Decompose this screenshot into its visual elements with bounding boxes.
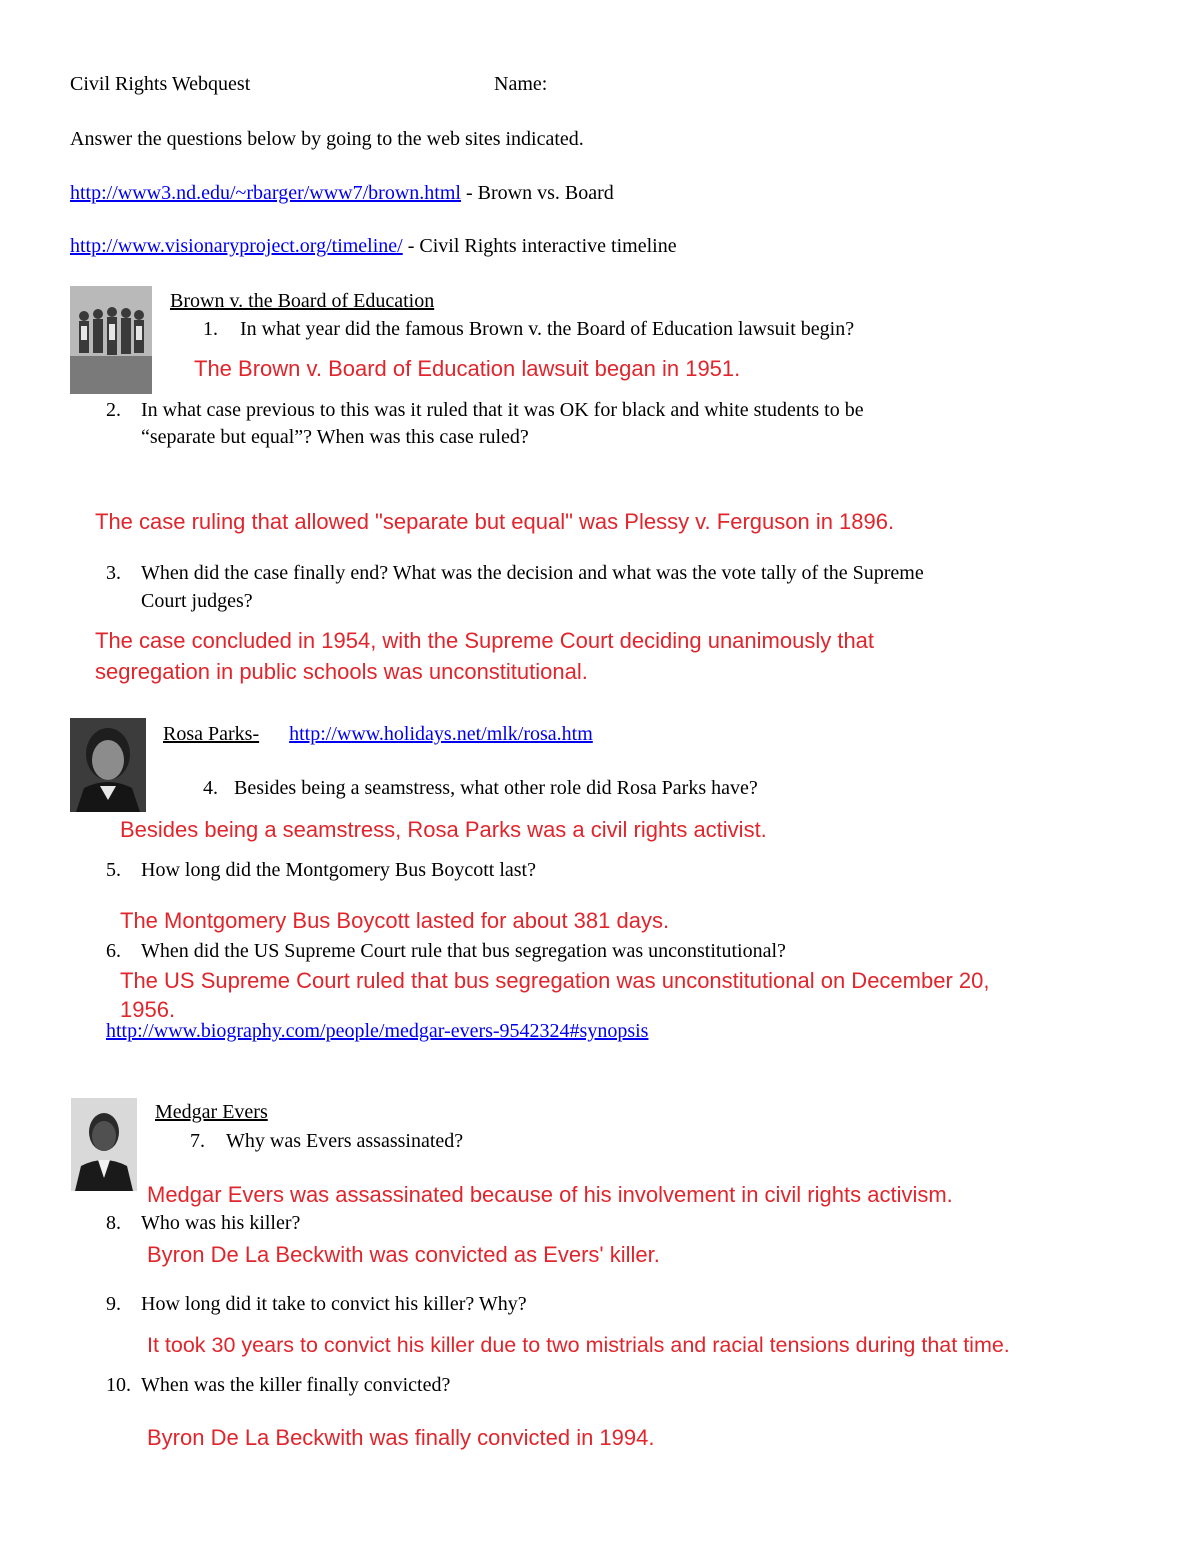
q7-number: 7. <box>190 1130 205 1152</box>
answer-2: The case ruling that allowed "separate but equal" was Plessy v. Ferguson in 1896. <box>95 509 895 534</box>
evers-heading: Medgar Evers <box>155 1101 268 1123</box>
worksheet-title: Civil Rights Webquest <box>70 73 251 95</box>
q6-number: 6. <box>106 940 121 962</box>
rosa-parks-photo <box>70 718 146 812</box>
answer-6-line1: The US Supreme Court ruled that bus segregation was unconstitutional on December 20, <box>120 968 990 993</box>
answer-4: Besides being a seamstress, Rosa Parks was a civil rights activist. <box>120 817 767 842</box>
name-label: Name: <box>494 73 548 95</box>
rosa-section-header <box>163 723 593 746</box>
q1-number: 1. <box>203 318 218 340</box>
q3-text-line2: Court judges? <box>141 590 253 612</box>
answer-9: It took 30 years to convict his killer due to two mistrials and racial tensions during that time. <box>147 1333 1010 1357</box>
q3-number: 3. <box>106 562 121 584</box>
q2-text-line1: In what case previous to this was it ruled that it was OK for black and white students to be <box>141 399 864 421</box>
q2-text-line2: “separate but equal”? When was this case ruled? <box>141 426 529 448</box>
timeline-link-desc: - Civil Rights interactive timeline <box>402 235 677 257</box>
q8-text: Who was his killer? <box>141 1212 301 1234</box>
q10-text: When was the killer finally convicted? <box>141 1374 451 1396</box>
q1-text: In what year did the famous Brown v. the Board of Education lawsuit begin? <box>240 318 855 340</box>
answer-3-line2: segregation in public schools was unconstitutional. <box>95 659 588 684</box>
evers-link[interactable]: http://www.biography.com/people/medgar-evers-9542324#synopsis <box>106 1020 649 1042</box>
medgar-evers-photo <box>71 1098 137 1191</box>
brown-heading: Brown v. the Board of Education <box>170 290 435 312</box>
q8-number: 8. <box>106 1212 121 1234</box>
q5-number: 5. <box>106 859 121 881</box>
answer-3-line1: The case concluded in 1954, with the Supreme Court deciding unanimously that <box>95 628 875 653</box>
q4-number: 4. <box>203 777 218 799</box>
rosa-heading: Rosa Parks- <box>163 723 260 745</box>
q2-number: 2. <box>106 399 121 421</box>
q3-text-line1: When did the case finally end? What was the decision and what was the vote tally of the Supreme <box>141 562 924 584</box>
resource-brown <box>70 182 614 205</box>
instructions: Answer the questions below by going to the web sites indicated. <box>70 128 584 150</box>
q9-text: How long did it take to convict his killer? Why? <box>141 1293 527 1315</box>
answer-5: The Montgomery Bus Boycott lasted for about 381 days. <box>120 908 670 933</box>
answer-1: The Brown v. Board of Education lawsuit began in 1951. <box>194 356 741 381</box>
q5-text: How long did the Montgomery Bus Boycott last? <box>141 859 536 881</box>
answer-10: Byron De La Beckwith was finally convicted in 1994. <box>147 1425 655 1450</box>
brown-students-photo <box>70 286 152 394</box>
evers-link-line <box>106 1020 648 1043</box>
q4-text: Besides being a seamstress, what other role did Rosa Parks have? <box>234 777 758 799</box>
answer-8: Byron De La Beckwith was convicted as Evers' killer. <box>147 1242 660 1267</box>
q9-number: 9. <box>106 1293 121 1315</box>
resource-timeline <box>70 235 677 258</box>
brown-link[interactable]: http://www3.nd.edu/~rbarger/www7/brown.html <box>70 182 461 204</box>
rosa-link[interactable]: http://www.holidays.net/mlk/rosa.htm <box>289 723 593 745</box>
q6-text: When did the US Supreme Court rule that bus segregation was unconstitutional? <box>141 940 786 962</box>
answer-7: Medgar Evers was assassinated because of his involvement in civil rights activism. <box>147 1182 953 1207</box>
brown-link-desc: - Brown vs. Board <box>460 182 614 204</box>
q10-number: 10. <box>106 1374 131 1396</box>
answer-6-line2: 1956. <box>120 997 176 1022</box>
q7-text: Why was Evers assassinated? <box>226 1130 464 1152</box>
timeline-link[interactable]: http://www.visionaryproject.org/timeline/ <box>70 235 403 257</box>
